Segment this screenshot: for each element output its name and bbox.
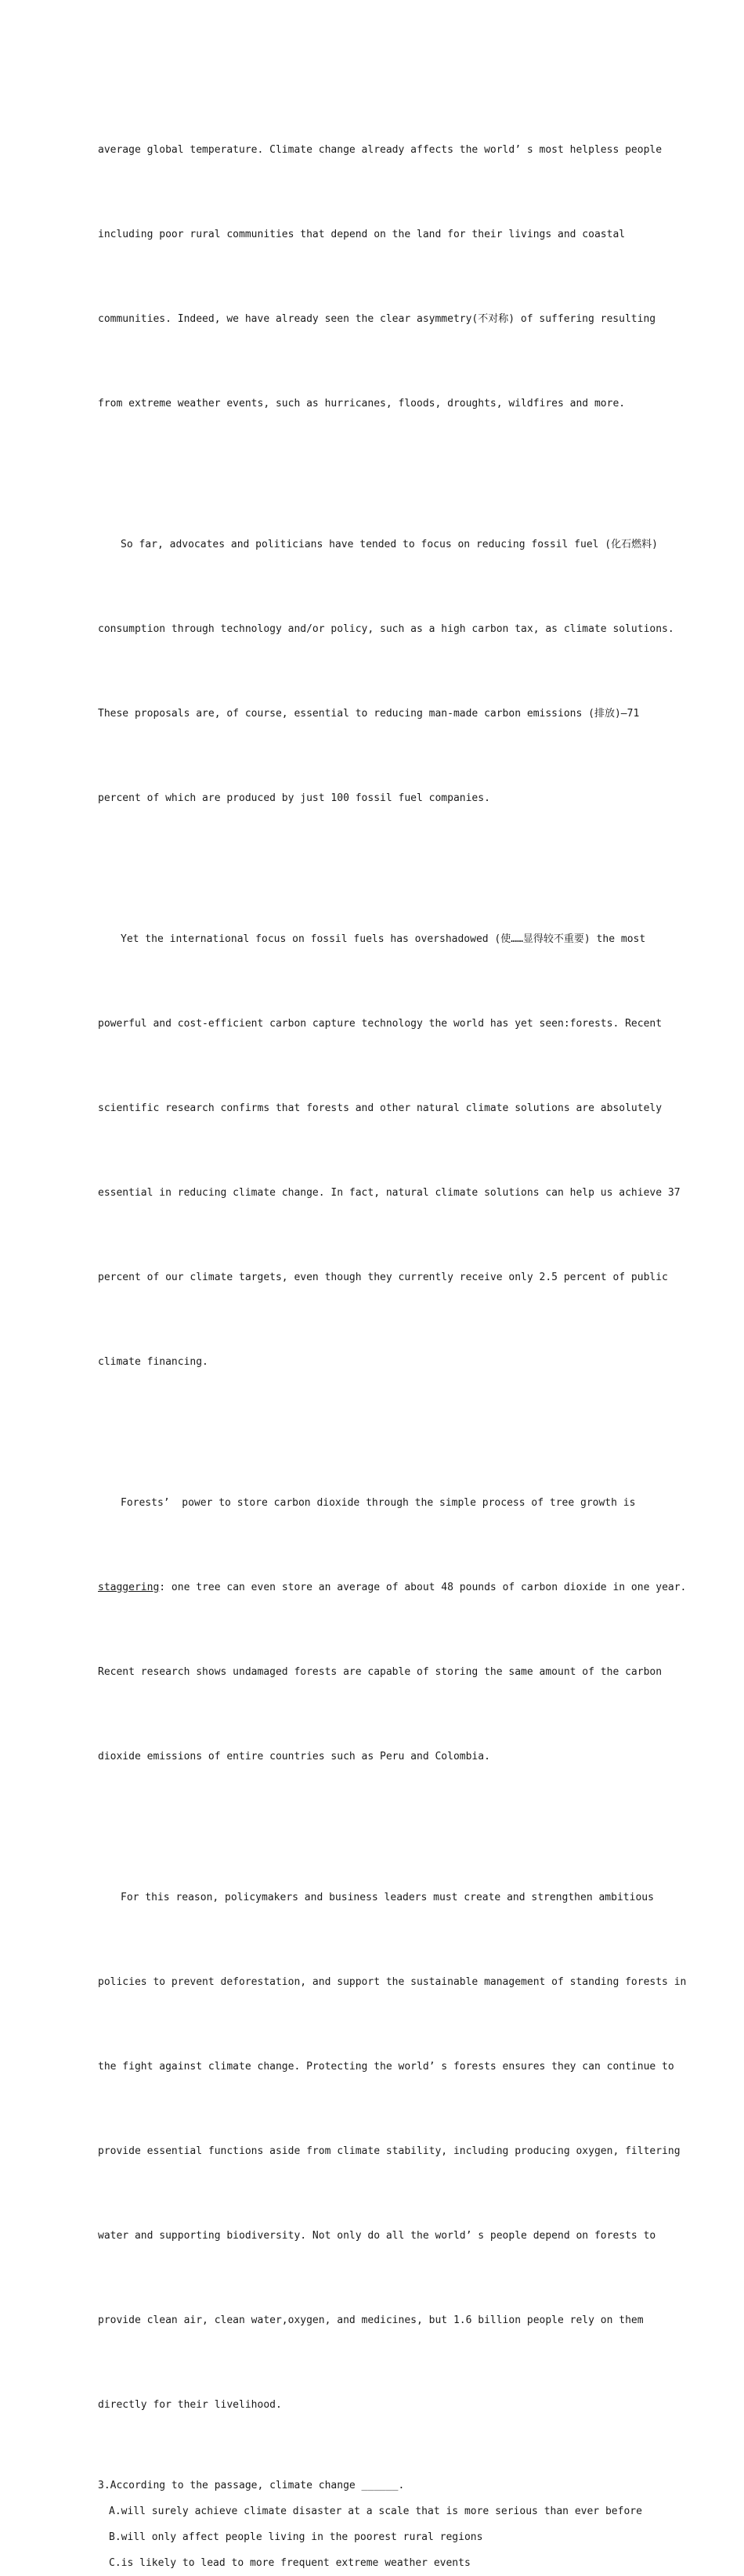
paragraph-line: climate financing.: [98, 1356, 208, 1368]
option-a: A.will surely achieve climate disaster at a scale that is more serious than ever before: [109, 2506, 642, 2517]
paragraph-line: including poor rural communities that depend on the land for their livings and coastal: [98, 229, 626, 240]
paragraph-5: [98, 1827, 687, 2476]
paragraph-line: essential in reducing climate change. In fact, natural climate solutions can help us achieve 37: [98, 1187, 681, 1199]
paragraph-line: Recent research shows undamaged forests are capable of storing the same amount of the carbon: [98, 1666, 663, 1678]
question-stem: 3.According to the passage, climate change ______.: [98, 2480, 405, 2491]
paragraph-line: consumption through technology and/or policy, such as a high carbon tax, as climate solutions.: [98, 623, 674, 635]
paragraph-2: [98, 474, 674, 869]
paragraph-line: Yet the international focus on fossil fuels has overshadowed (使……显得较不重要) the most: [121, 933, 646, 945]
paragraph-line: scientific research confirms that forests and other natural climate solutions are absolutely: [98, 1102, 663, 1114]
paragraph-4: [98, 1433, 687, 1827]
paragraph-line: These proposals are, of course, essential to reducing man-made carbon emissions (排放)—71: [98, 708, 640, 720]
paragraph-line: Forests’ power to store carbon dioxide through the simple process of tree growth is: [121, 1497, 636, 1509]
paragraph-3: [98, 869, 681, 1433]
paragraph-line: policies to prevent deforestation, and support the sustainable management of standing forests in: [98, 1976, 687, 1988]
paragraph-line: directly for their livelihood.: [98, 2399, 282, 2411]
paragraph-line: provide clean air, clean water,oxygen, and medicines, but 1.6 billion people rely on them: [98, 2314, 644, 2326]
paragraph-line: water and supporting biodiversity. Not only do all the world’ s people depend on forests to: [98, 2230, 656, 2242]
paragraph-line: percent of which are produced by just 100 fossil fuel companies.: [98, 792, 490, 804]
document-page: [98, 80, 687, 2576]
paragraph-line: the fight against climate change. Protecting the world’ s forests ensures they can continue to: [98, 2061, 674, 2073]
option-b: B.will only affect people living in the poorest rural regions: [109, 2531, 483, 2543]
underlined-word: staggering: [98, 1582, 160, 1593]
paragraph-line: dioxide emissions of entire countries such as Peru and Colombia.: [98, 1751, 490, 1762]
paragraph-line: communities. Indeed, we have already seen the clear asymmetry(不对称) of suffering resulting: [98, 313, 656, 325]
paragraph-line: So far, advocates and politicians have tended to focus on reducing fossil fuel (化石燃料): [121, 539, 658, 550]
option-c: C.is likely to lead to more frequent extreme weather events: [109, 2557, 471, 2569]
paragraph-line: [98, 1574, 687, 1602]
question-block: [98, 2473, 654, 2576]
paragraph-line: percent of our climate targets, even though they currently receive only 2.5 percent of public: [98, 1272, 668, 1283]
paragraph-1: [98, 80, 663, 474]
paragraph-line: provide essential functions aside from climate stability, including producing oxygen, filtering: [98, 2145, 681, 2157]
line-text: : one tree can even store an average of about 48 pounds of carbon dioxide in one year.: [159, 1582, 687, 1593]
paragraph-line: from extreme weather events, such as hurricanes, floods, droughts, wildfires and more.: [98, 398, 626, 409]
paragraph-line: average global temperature. Climate change already affects the world’ s most helpless people: [98, 144, 663, 156]
paragraph-line: For this reason, policymakers and business leaders must create and strengthen ambitious: [121, 1892, 654, 1903]
paragraph-line: powerful and cost-efficient carbon capture technology the world has yet seen:forests. Recent: [98, 1018, 663, 1030]
